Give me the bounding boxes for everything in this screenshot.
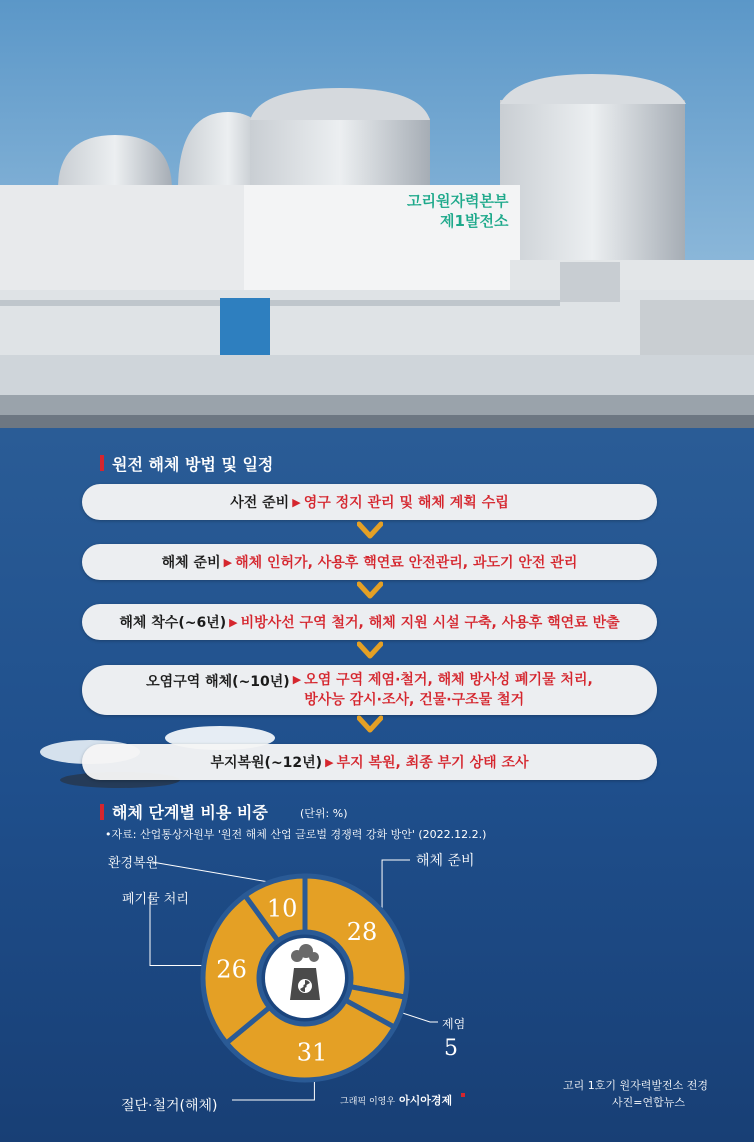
slice-value-label: 31 bbox=[296, 1038, 328, 1067]
slice-value-label: 26 bbox=[216, 955, 247, 984]
slice-label-haeche-junbi: 해체 준비 bbox=[416, 853, 475, 869]
step-label: 해체 착수(~6년) bbox=[119, 615, 227, 631]
photo-caption: 고리 1호기 원자력발전소 전경 bbox=[563, 1079, 708, 1092]
nuclear-plant-icon bbox=[290, 944, 320, 1000]
photo-label-line2: 제1발전소 bbox=[440, 212, 509, 230]
brand-dot bbox=[461, 1093, 465, 1097]
step-desc-line2: 방사능 감시·조사, 건물·구조물 철거 bbox=[304, 692, 525, 708]
slice-label-waste: 폐기물 처리 bbox=[122, 892, 189, 907]
chart-source: •자료: 산업통상자원부 '원전 해체 산업 글로벌 경쟁력 강화 방안' (2022.12.2.) bbox=[105, 828, 487, 841]
step-label: 사전 준비 bbox=[230, 495, 290, 511]
step-label: 오염구역 해체(~10년) bbox=[146, 674, 290, 690]
triangle-icon: ▶ bbox=[229, 615, 238, 629]
leader-line bbox=[399, 1012, 438, 1022]
step-label: 해체 준비 bbox=[161, 555, 221, 571]
slice-value-label: 10 bbox=[266, 894, 298, 923]
chart-title: 해체 단계별 비용 비중 bbox=[112, 803, 268, 822]
leader-line bbox=[382, 860, 410, 914]
triangle-icon: ▶ bbox=[325, 755, 334, 769]
triangle-icon: ▶ bbox=[292, 495, 301, 509]
slice-label-cutting: 절단·철거(해체) bbox=[121, 1098, 218, 1114]
photo-source: 사진=연합뉴스 bbox=[612, 1096, 685, 1109]
step-desc: 영구 정지 관리 및 해체 계획 수립 bbox=[303, 495, 509, 511]
photo-label-line1: 고리원자력본부 bbox=[407, 192, 509, 210]
graphic-credit: 그래픽 이영우 bbox=[340, 1097, 396, 1107]
chart-unit: (단위: %) bbox=[300, 807, 348, 820]
slice-value-label: 28 bbox=[346, 917, 378, 946]
slice-label-jeyeom: 제염 bbox=[442, 1017, 466, 1031]
brand-logo: 아시아경제 bbox=[399, 1094, 453, 1107]
process-title: 원전 해체 방법 및 일정 bbox=[112, 455, 274, 474]
step-desc: 부지 복원, 최종 부기 상태 조사 bbox=[336, 755, 529, 771]
triangle-icon: ▶ bbox=[223, 555, 233, 569]
step-label: 부지복원(~12년) bbox=[210, 755, 323, 771]
center-icon bbox=[265, 938, 345, 1018]
step-desc: 비방사선 구역 철거, 해체 지원 시설 구축, 사용후 핵연료 반출 bbox=[240, 615, 620, 631]
slice-label-restoration: 환경복원 bbox=[108, 856, 159, 871]
slice-value-jeyeom: 5 bbox=[444, 1036, 458, 1061]
step-desc: 해체 인허가, 사용후 핵연료 안전관리, 과도기 안전 관리 bbox=[235, 555, 578, 571]
leader-line bbox=[152, 862, 274, 883]
triangle-icon: ▶ bbox=[292, 673, 302, 686]
step-desc-line1: 오염 구역 제염·철거, 해체 방사성 폐기물 처리, bbox=[304, 672, 593, 688]
